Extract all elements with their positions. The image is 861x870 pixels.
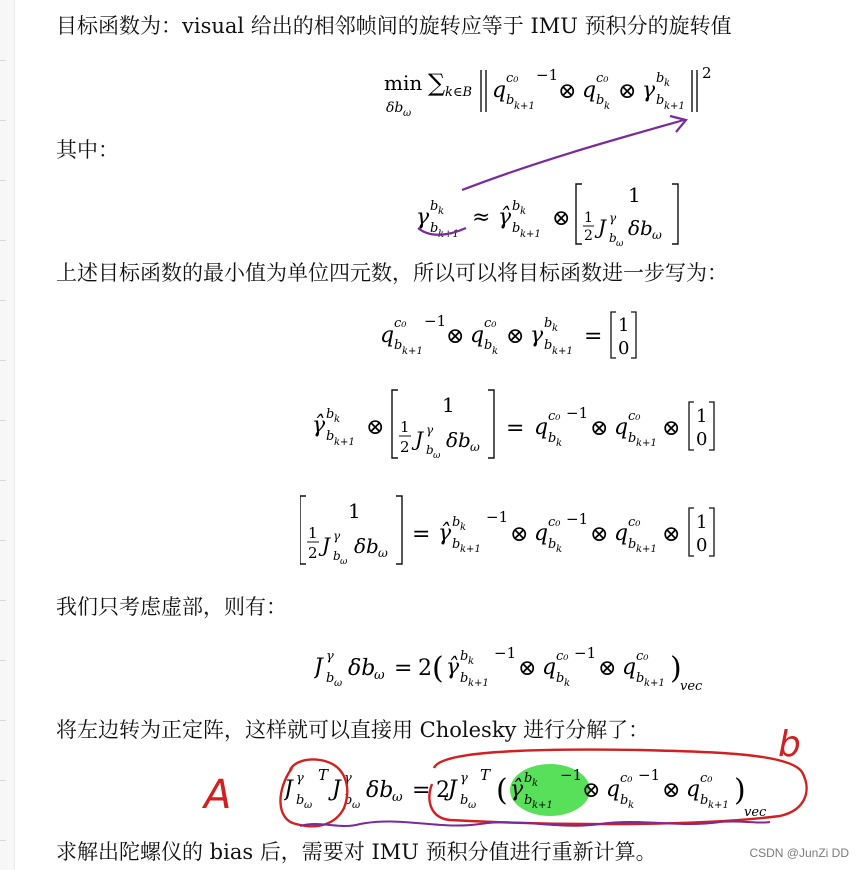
equation-bracket-solution-graphic: [300, 490, 760, 570]
svg-text:k: k: [334, 414, 341, 425]
svg-text:⊗: ⊗: [446, 324, 465, 349]
svg-text:b: b: [636, 671, 645, 686]
svg-text:ω: ω: [304, 800, 313, 811]
svg-text:⊗: ⊗: [558, 79, 577, 104]
svg-text:(: (: [496, 773, 508, 808]
svg-text:q: q: [686, 777, 701, 802]
svg-text:=: =: [394, 656, 413, 681]
svg-text:1: 1: [584, 210, 593, 226]
equation-unit-quaternion-graphic: [380, 308, 680, 362]
svg-text:⊗: ⊗: [552, 206, 571, 231]
svg-text:b: b: [700, 793, 709, 808]
svg-text:1: 1: [618, 315, 630, 336]
svg-text:1: 1: [400, 418, 410, 436]
svg-text:ω: ω: [652, 228, 662, 242]
svg-text:γ: γ: [530, 323, 544, 348]
svg-text:2: 2: [400, 438, 410, 456]
svg-text:min: min: [384, 71, 423, 95]
annotation-label-a: A: [204, 772, 232, 818]
svg-text:γ: γ: [296, 771, 304, 786]
svg-text:⊗: ⊗: [518, 656, 537, 681]
equation-gamma-approx: [416, 180, 706, 250]
svg-text:q: q: [492, 78, 507, 103]
svg-text:b: b: [596, 93, 605, 108]
svg-text:b: b: [628, 431, 637, 446]
svg-text:vec: vec: [680, 679, 703, 694]
svg-text:ω: ω: [392, 790, 403, 805]
svg-text:∑: ∑: [428, 69, 446, 97]
svg-text:q: q: [542, 655, 557, 680]
svg-text:1: 1: [442, 393, 455, 417]
svg-text:1: 1: [348, 499, 361, 523]
svg-text:b: b: [544, 316, 553, 331]
svg-text:J: J: [598, 215, 607, 239]
svg-text:2: 2: [436, 778, 450, 803]
svg-text:q: q: [614, 415, 629, 440]
svg-text:J: J: [332, 777, 341, 802]
svg-text:k: k: [604, 101, 611, 112]
svg-text:ω: ω: [352, 800, 361, 811]
svg-text:b: b: [506, 93, 515, 108]
svg-text:⊗: ⊗: [598, 656, 617, 681]
svg-text:q: q: [614, 521, 629, 546]
svg-text:b: b: [430, 221, 439, 236]
svg-text:b: b: [628, 537, 637, 552]
svg-text:b: b: [524, 771, 533, 786]
svg-text:γ: γ: [460, 771, 468, 786]
svg-text:k+1: k+1: [402, 346, 423, 357]
svg-text:b: b: [609, 231, 617, 245]
svg-text:−1: −1: [536, 66, 559, 84]
paragraph-objective: 目标函数为：visual 给出的相邻帧间的旋转应等于 IMU 预积分的旋转值: [56, 14, 732, 38]
svg-text:b: b: [326, 671, 335, 686]
svg-text:): ): [734, 773, 746, 808]
watermark: CSDN @JunZi DD: [749, 846, 849, 860]
svg-text:q: q: [534, 521, 549, 546]
svg-text:q: q: [470, 323, 485, 348]
svg-text:−1: −1: [494, 644, 517, 662]
svg-text:b: b: [524, 793, 533, 808]
svg-text:J: J: [322, 533, 331, 557]
svg-text:k: k: [628, 800, 635, 811]
svg-text:1: 1: [628, 183, 641, 207]
svg-text:k+1: k+1: [334, 437, 355, 448]
svg-text:−1: −1: [638, 766, 661, 784]
svg-text:2: 2: [702, 64, 712, 82]
svg-text:≈: ≈: [472, 205, 491, 230]
svg-text:⊗: ⊗: [590, 416, 609, 441]
svg-text:γ̂: γ̂: [446, 655, 460, 680]
svg-text:vec: vec: [744, 805, 767, 820]
svg-text:k: k: [664, 78, 671, 89]
svg-text:δb: δb: [366, 778, 394, 803]
svg-text:ω: ω: [378, 546, 388, 560]
svg-text:⊗: ⊗: [510, 522, 529, 547]
svg-text:k+1: k+1: [460, 544, 481, 555]
svg-text:2: 2: [308, 544, 318, 562]
svg-text:q: q: [582, 78, 597, 103]
svg-text:k: k: [520, 206, 527, 217]
svg-text:k+1: k+1: [644, 678, 665, 689]
svg-text:γ: γ: [344, 771, 352, 786]
svg-text:c₀: c₀: [700, 771, 713, 786]
svg-text:−1: −1: [566, 404, 589, 422]
svg-text:b: b: [296, 793, 305, 808]
svg-text:b: b: [452, 537, 461, 552]
svg-text:δb: δb: [386, 100, 404, 116]
svg-text:=: =: [412, 778, 431, 803]
paragraph-where: 其中：: [56, 138, 119, 162]
svg-text:−1: −1: [566, 510, 589, 528]
svg-text:γ: γ: [609, 211, 617, 225]
svg-text:k+1: k+1: [552, 346, 573, 357]
svg-text:ω: ω: [340, 557, 348, 567]
svg-text:γ: γ: [333, 529, 341, 543]
svg-text:q: q: [380, 323, 395, 348]
svg-text:k+1: k+1: [636, 544, 657, 555]
svg-text:b: b: [333, 549, 341, 563]
svg-text:⊗: ⊗: [662, 778, 681, 803]
svg-text:0: 0: [696, 535, 708, 556]
svg-text:c₀: c₀: [548, 515, 561, 530]
svg-text:k+1: k+1: [520, 229, 541, 240]
svg-text:⊗: ⊗: [366, 415, 385, 440]
svg-text:δb: δb: [446, 428, 471, 452]
svg-text:1: 1: [696, 512, 708, 533]
svg-text:b: b: [452, 515, 461, 530]
svg-text:⊗: ⊗: [582, 778, 601, 803]
svg-text:γ̂: γ̂: [312, 413, 326, 438]
svg-text:c₀: c₀: [628, 409, 641, 424]
svg-text:q: q: [534, 415, 549, 440]
svg-text:b: b: [620, 793, 629, 808]
svg-text:ω: ω: [374, 668, 385, 683]
svg-text:−1: −1: [424, 312, 447, 330]
svg-text:⊗: ⊗: [662, 416, 681, 441]
svg-text:c₀: c₀: [394, 316, 407, 331]
svg-text:⊗: ⊗: [662, 522, 681, 547]
paragraph-imaginary-part: 我们只考虑虚部，则有：: [56, 595, 287, 619]
equation-gamma-approx-graphic: [416, 180, 706, 250]
svg-text:J: J: [284, 777, 293, 802]
svg-text:b: b: [344, 793, 353, 808]
left-ruler: [0, 0, 15, 870]
svg-text:1: 1: [308, 524, 318, 542]
svg-text:k+1: k+1: [438, 229, 459, 240]
svg-text:k: k: [556, 544, 563, 555]
svg-text:k+1: k+1: [468, 678, 489, 689]
svg-text:−1: −1: [574, 644, 597, 662]
equation-imaginary: [314, 640, 734, 696]
svg-text:k: k: [564, 678, 571, 689]
equation-unit-quaternion: [380, 308, 680, 362]
svg-text:δb: δb: [348, 656, 376, 681]
svg-text:γ̂: γ̂: [438, 521, 452, 546]
svg-text:2: 2: [418, 656, 432, 681]
svg-text:ω: ω: [468, 800, 477, 811]
svg-text:q: q: [606, 777, 621, 802]
svg-text:b: b: [512, 199, 521, 214]
svg-text:k: k: [492, 346, 499, 357]
equation-cholesky-form: [284, 760, 784, 824]
svg-text:J: J: [448, 777, 457, 802]
svg-text:): ): [670, 651, 682, 686]
equation-gamma-hat-product-graphic: [312, 384, 752, 464]
svg-text:γ: γ: [326, 649, 334, 664]
svg-text:γ̂: γ̂: [498, 205, 512, 230]
svg-text:⊗: ⊗: [590, 522, 609, 547]
paragraph-recompute: 求解出陀螺仪的 bias 后，需要对 IMU 预积分值进行重新计算。: [56, 840, 657, 864]
svg-text:⊗: ⊗: [618, 79, 637, 104]
svg-text:⊗: ⊗: [506, 324, 525, 349]
svg-text:b: b: [460, 671, 469, 686]
svg-text:T: T: [480, 766, 491, 784]
svg-text:γ: γ: [642, 78, 656, 103]
svg-text:k+1: k+1: [532, 800, 553, 811]
paragraph-cholesky: 将左边转为正定阵，这样就可以直接用 Cholesky 进行分解了：: [56, 718, 650, 742]
svg-text:ω: ω: [433, 451, 441, 461]
svg-text:2: 2: [584, 228, 593, 244]
svg-text:b: b: [656, 71, 665, 86]
equation-cholesky-form-graphic: [284, 760, 784, 824]
svg-text:−1: −1: [560, 766, 583, 784]
svg-text:b: b: [326, 407, 335, 422]
svg-text:c₀: c₀: [636, 649, 649, 664]
equation-objective-graphic: [384, 60, 764, 120]
svg-text:k: k: [460, 522, 467, 533]
svg-text:1: 1: [696, 406, 708, 427]
svg-text:δb: δb: [354, 534, 379, 558]
equation-imaginary-graphic: [314, 640, 734, 696]
svg-text:k+1: k+1: [708, 800, 729, 811]
annotation-label-b: b: [778, 724, 801, 765]
svg-text:b: b: [460, 649, 469, 664]
svg-text:δb: δb: [628, 216, 653, 240]
svg-text:c₀: c₀: [556, 649, 569, 664]
svg-text:T: T: [318, 766, 329, 784]
svg-text:c₀: c₀: [506, 71, 519, 86]
svg-text:b: b: [326, 429, 335, 444]
svg-text:k∈B: k∈B: [445, 85, 473, 100]
svg-text:b: b: [426, 443, 434, 457]
equation-gamma-hat-product: [312, 384, 752, 464]
svg-text:b: b: [556, 671, 565, 686]
svg-text:b: b: [460, 793, 469, 808]
svg-text:γ: γ: [416, 205, 430, 230]
svg-text:γ: γ: [426, 423, 434, 437]
svg-text:J: J: [314, 655, 323, 680]
svg-text:k: k: [438, 206, 445, 217]
svg-text:0: 0: [618, 338, 630, 359]
svg-text:b: b: [544, 338, 553, 353]
svg-text:k: k: [552, 323, 559, 334]
svg-text:c₀: c₀: [596, 71, 609, 86]
svg-text:0: 0: [696, 429, 708, 450]
svg-text:k: k: [468, 656, 475, 667]
svg-text:ω: ω: [403, 108, 412, 119]
svg-text:k+1: k+1: [514, 101, 535, 112]
svg-text:c₀: c₀: [628, 515, 641, 530]
svg-text:k: k: [556, 438, 563, 449]
svg-text:c₀: c₀: [548, 409, 561, 424]
svg-text:b: b: [484, 338, 493, 353]
equation-bracket-solution: [300, 490, 760, 570]
svg-text:ω: ω: [470, 440, 480, 454]
svg-text:b: b: [656, 93, 665, 108]
svg-text:(: (: [432, 651, 444, 686]
svg-text:=: =: [506, 416, 525, 441]
svg-text:b: b: [394, 338, 403, 353]
svg-text:ω: ω: [616, 239, 624, 249]
svg-text:b: b: [512, 221, 521, 236]
svg-text:b: b: [548, 537, 557, 552]
paragraph-min-unit-quaternion: 上述目标函数的最小值为单位四元数，所以可以将目标函数进一步写为：: [56, 261, 728, 285]
svg-text:b: b: [430, 199, 439, 214]
svg-text:=: =: [584, 324, 603, 349]
svg-text:=: =: [412, 522, 431, 547]
svg-text:q: q: [622, 655, 637, 680]
svg-text:c₀: c₀: [484, 316, 497, 331]
svg-text:ω: ω: [334, 678, 343, 689]
svg-text:k: k: [532, 778, 539, 789]
equation-objective: [384, 60, 764, 120]
svg-text:k+1: k+1: [636, 438, 657, 449]
svg-text:J: J: [415, 427, 424, 451]
svg-text:c₀: c₀: [620, 771, 633, 786]
svg-text:γ̂: γ̂: [510, 777, 524, 802]
svg-text:k+1: k+1: [664, 101, 685, 112]
svg-text:−1: −1: [486, 508, 509, 526]
svg-text:b: b: [548, 431, 557, 446]
